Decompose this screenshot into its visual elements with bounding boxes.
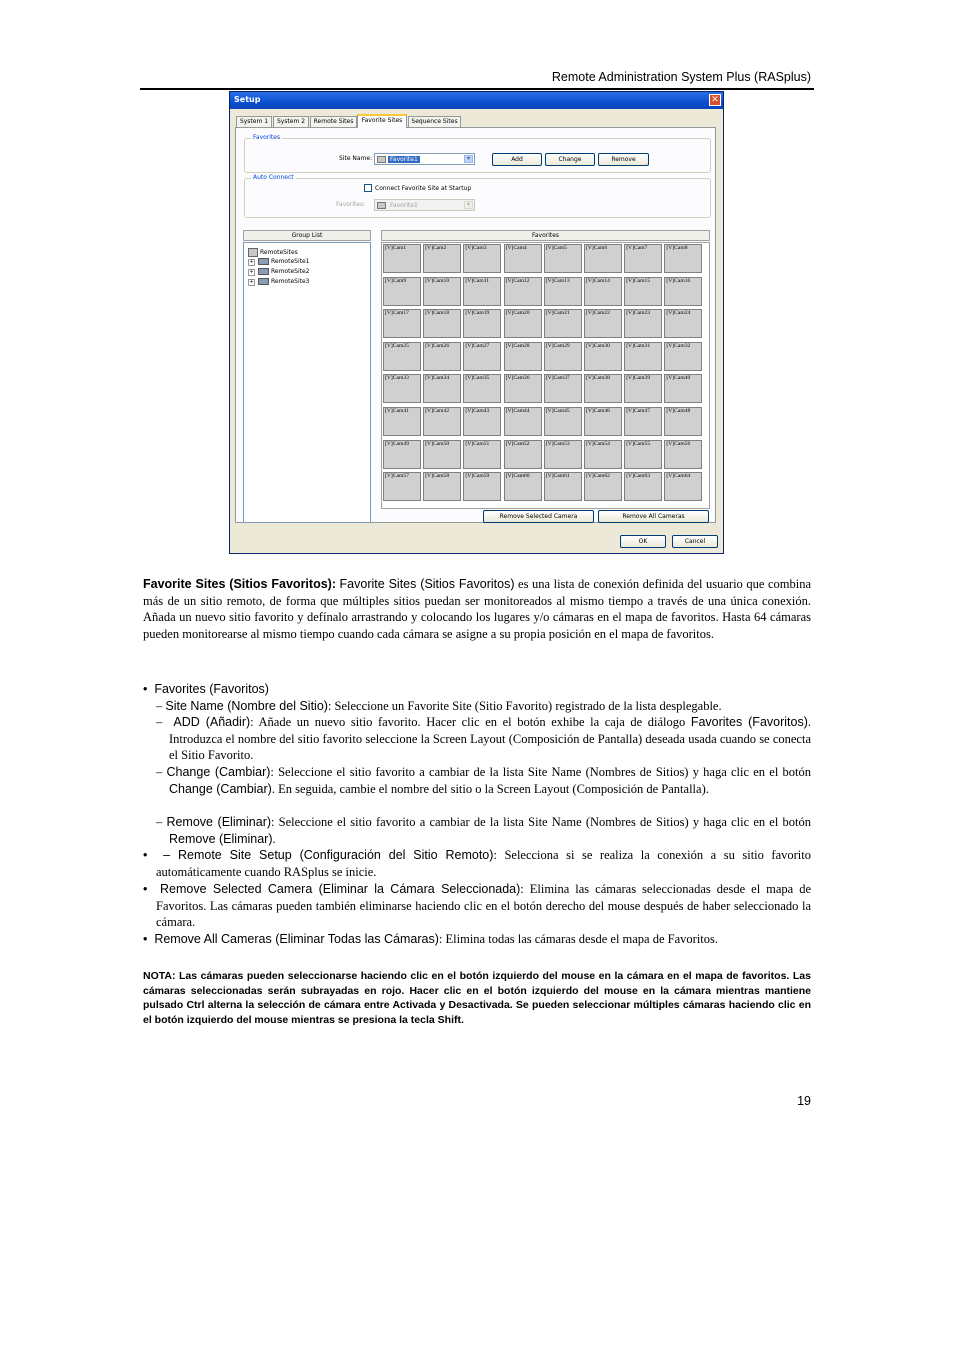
tab-favorite-sites[interactable]: Favorite Sites (357, 114, 407, 128)
camera-tile[interactable]: [V]Cam42 (423, 407, 461, 436)
camera-tile[interactable]: [V]Cam17 (383, 309, 421, 338)
intro-term-plain: Favorite Sites (Sitios Favoritos) (339, 577, 515, 591)
remove-text-1: : Seleccione el sitio favorito a cambiar de la lista Site Name (Nombres de Sitios) y haga clic en el botón (271, 815, 811, 829)
camera-tile[interactable]: [V]Cam36 (504, 374, 542, 403)
camera-tile[interactable]: [V]Cam62 (584, 472, 622, 501)
camera-tile[interactable]: [V]Cam19 (463, 309, 501, 338)
dvr-icon (258, 268, 269, 275)
camera-tile[interactable]: [V]Cam22 (584, 309, 622, 338)
camera-tile[interactable]: [V]Cam53 (544, 440, 582, 469)
camera-tile[interactable]: [V]Cam44 (504, 407, 542, 436)
camera-tile[interactable]: [V]Cam54 (584, 440, 622, 469)
camera-tile[interactable]: [V]Cam40 (664, 374, 702, 403)
close-icon[interactable]: ✕ (709, 94, 721, 106)
camera-tile[interactable]: [V]Cam63 (624, 472, 662, 501)
camera-tile[interactable]: [V]Cam59 (463, 472, 501, 501)
remove-button[interactable]: Remove (598, 153, 649, 166)
printer-icon (248, 248, 258, 257)
camera-tile[interactable]: [V]Cam34 (423, 374, 461, 403)
change-term: Change (Cambiar) (166, 765, 271, 779)
connect-at-startup-checkbox[interactable] (364, 184, 372, 192)
site-name-label: Site Name: (339, 155, 373, 162)
camera-tile[interactable]: [V]Cam51 (463, 440, 501, 469)
camera-tile[interactable]: [V]Cam30 (584, 342, 622, 371)
remove-text-2: . (272, 831, 276, 846)
camera-tile[interactable]: [V]Cam56 (664, 440, 702, 469)
camera-tile[interactable]: [V]Cam16 (664, 277, 702, 306)
camera-tile[interactable]: [V]Cam24 (664, 309, 702, 338)
camera-tile[interactable]: [V]Cam43 (463, 407, 501, 436)
remove-selected-term: Remove Selected Camera (Eliminar la Cámara Seleccionada) (160, 882, 521, 896)
auto-favorites-combo[interactable] (374, 199, 475, 211)
tree-item-remotesite2[interactable] (248, 268, 310, 276)
page-number: 19 (797, 1094, 811, 1108)
remove-term: Remove (Eliminar) (166, 815, 272, 829)
remote-setup-term: – Remote Site Setup (Configuración del Sitio Remoto) (163, 848, 494, 862)
camera-tile[interactable]: [V]Cam61 (544, 472, 582, 501)
add-text-1: : Añade un nuevo sitio favorito. Hacer clic en el botón exhibe la caja de diálogo (250, 715, 691, 729)
favorites-group (244, 134, 711, 173)
dialog-titlebar (230, 92, 723, 109)
group-list-header: Group List (243, 230, 371, 241)
camera-tile[interactable]: [V]Cam46 (584, 407, 622, 436)
tab-sequence-sites[interactable]: Sequence Sites (408, 116, 461, 127)
dialog-title: Setup (234, 95, 261, 104)
auto-favorites-label: Favorites: (336, 201, 366, 208)
expand-icon[interactable]: + (249, 269, 254, 275)
auto-connect-group (244, 174, 711, 218)
chevron-down-icon[interactable]: ▾ (464, 201, 473, 209)
camera-tile[interactable]: [V]Cam27 (463, 342, 501, 371)
tree-root[interactable] (248, 248, 298, 257)
camera-tile[interactable]: [V]Cam38 (584, 374, 622, 403)
camera-tile[interactable]: [V]Cam2 (423, 244, 461, 273)
tree-item-label: RemoteSite3 (271, 278, 310, 285)
auto-favorites-value: Favorite1 (390, 202, 418, 209)
expand-icon[interactable]: + (249, 279, 254, 285)
camera-tile[interactable]: [V]Cam15 (624, 277, 662, 306)
camera-tile[interactable]: [V]Cam21 (544, 309, 582, 338)
camera-tile[interactable]: [V]Cam49 (383, 440, 421, 469)
header-rule (140, 88, 814, 90)
bullet-favorites: • Favorites (Favoritos) (143, 682, 269, 696)
camera-tile[interactable]: [V]Cam39 (624, 374, 662, 403)
camera-tile[interactable]: [V]Cam6 (584, 244, 622, 273)
camera-tile[interactable]: [V]Cam60 (504, 472, 542, 501)
bullet-remove-all: • Remove All Cameras (Eliminar Todas las Cámaras): Elimina todas las cámaras desde el mapa de Favoritos. (143, 932, 719, 946)
camera-tile[interactable]: [V]Cam47 (624, 407, 662, 436)
camera-tile[interactable]: [V]Cam23 (624, 309, 662, 338)
bullet-favorites-label: Favorites (Favoritos) (154, 682, 269, 696)
remove-all-term: Remove All Cameras (Eliminar Todas las Cámaras) (154, 932, 439, 946)
camera-tile[interactable]: [V]Cam58 (423, 472, 461, 501)
tree-root-label: RemoteSites (260, 249, 298, 256)
add-term-2: Favorites (Favoritos) (690, 715, 808, 729)
camera-tile[interactable]: [V]Cam25 (383, 342, 421, 371)
tree-item-remotesite1[interactable] (248, 258, 310, 266)
printer-icon (377, 156, 386, 163)
bullet-remote-site-setup: • – Remote Site Setup (Configuración del Sitio Remoto): Selecciona si se realiza la conexión a su sitio favorito automáticamente cuando RASplus se inicie. (143, 848, 811, 879)
sub-site-name: – Site Name (Nombre del Sitio): Seleccione un Favorite Site (Sitio Favorito) registrado de la lista desplegable. (156, 699, 722, 713)
camera-tile[interactable]: [V]Cam13 (544, 277, 582, 306)
camera-tile[interactable]: [V]Cam12 (504, 277, 542, 306)
sub-remove: – Remove (Eliminar): Seleccione el sitio favorito a cambiar de la lista Site Name (Nombres de Sitios) y haga clic en el botón Remove (Eliminar). (156, 815, 811, 846)
change-text-1: : Seleccione el sitio favorito a cambiar de la lista Site Name (Nombres de Sitios) y haga clic en el botón (270, 765, 812, 779)
tree-item-label: RemoteSite1 (271, 258, 310, 265)
camera-tile[interactable]: [V]Cam45 (544, 407, 582, 436)
tree-item-label: RemoteSite2 (271, 268, 310, 275)
add-term: ADD (Añadir) (173, 715, 251, 729)
camera-tile[interactable]: [V]Cam10 (423, 277, 461, 306)
camera-tile[interactable]: [V]Cam18 (423, 309, 461, 338)
remove-selected-camera-button[interactable]: Remove Selected Camera (483, 510, 594, 523)
camera-tile[interactable]: [V]Cam32 (664, 342, 702, 371)
camera-tile[interactable]: [V]Cam29 (544, 342, 582, 371)
connect-at-startup-label: Connect Favorite Site at Startup (375, 185, 472, 192)
camera-tile[interactable]: [V]Cam11 (463, 277, 501, 306)
expand-icon[interactable]: + (249, 259, 254, 265)
camera-tile[interactable]: [V]Cam28 (504, 342, 542, 371)
remove-selected-text: : Elimina las cámaras seleccionadas desde el mapa de Favoritos. Las cámaras pueden también eliminarse haciendo clic en el botón derecho del mouse después de haber seleccionado la cámara. (156, 882, 811, 930)
tab-system-2[interactable]: System 2 (273, 116, 309, 127)
remote-setup-text: : Selecciona si se realiza la conexión a su sitio favorito automáticamente cuando RASplus se inicie. (156, 848, 811, 879)
camera-tile[interactable]: [V]Cam52 (504, 440, 542, 469)
add-text-2: . Introduzca el nombre del sitio favorito seleccione la Screen Layout (Composición de Pantalla) deseada usada cuando se conecta el Sitio Favorito. (169, 715, 812, 763)
favorites-group-label: Favorites (253, 134, 281, 141)
camera-tile[interactable]: [V]Cam20 (504, 309, 542, 338)
change-button[interactable]: Change (545, 153, 595, 166)
tab-remote-sites[interactable]: Remote Sites (310, 116, 357, 127)
camera-tile[interactable]: [V]Cam55 (624, 440, 662, 469)
tree-item-remotesite3[interactable] (248, 278, 310, 286)
camera-tile[interactable]: [V]Cam1 (383, 244, 421, 273)
site-name-text: : Seleccione un Favorite Site (Sitio Favorito) registrado de la lista desplegable. (327, 699, 722, 713)
camera-tile[interactable]: [V]Cam4 (504, 244, 542, 273)
remove-all-text: : Elimina todas las cámaras desde el mapa de Favoritos. (438, 932, 719, 946)
camera-tile[interactable]: [V]Cam14 (584, 277, 622, 306)
site-name-combo[interactable] (374, 153, 475, 165)
camera-tile[interactable]: [V]Cam35 (463, 374, 501, 403)
auto-connect-group-label: Auto Connect (253, 174, 294, 181)
site-name-term: Site Name (Nombre del Sitio) (165, 699, 328, 713)
chevron-down-icon[interactable]: ▾ (464, 155, 473, 163)
change-text-2: . En seguida, cambie el nombre del sitio o la Screen Layout (Composición de Pantalla). (271, 781, 709, 796)
site-name-value: Favorite1 (390, 156, 418, 163)
intro-paragraph (143, 576, 811, 642)
dvr-icon (258, 258, 269, 265)
running-header: Remote Administration System Plus (RASplus) (551, 70, 811, 84)
group-list-tree[interactable] (243, 242, 371, 523)
remove-term-2: Remove (Eliminar) (169, 831, 273, 846)
camera-tile[interactable]: [V]Cam41 (383, 407, 421, 436)
remove-all-cameras-button[interactable]: Remove All Cameras (598, 510, 709, 523)
camera-tile[interactable]: [V]Cam57 (383, 472, 421, 501)
camera-tile[interactable]: [V]Cam31 (624, 342, 662, 371)
ok-button[interactable]: OK (620, 535, 666, 548)
camera-tile[interactable]: [V]Cam26 (423, 342, 461, 371)
intro-text: es una lista de conexión definida del usuario que combina más de un sitio remoto, de forma que múltiples sitios puedan ser monitoreados al mismo tiempo a través de una única conexión. Añada un nuevo sitio favorito y defínalo arrastrando y colocando los lugares y/o cámaras en el mapa de favoritos. Hasta 64 cámaras pueden monitorearse al mismo tiempo cuando cada cámara se asigne a su propia posición en el mapa de favoritos. (143, 577, 811, 641)
bullet-remove-selected: • Remove Selected Camera (Eliminar la Cámara Seleccionada): Elimina las cámaras seleccionadas desde el mapa de Favoritos. Las cámaras pueden también eliminarse haciendo clic en el botón derecho del mouse después de haber seleccionado la cámara. (143, 882, 811, 930)
note-paragraph: NOTA: Las cámaras pueden seleccionarse haciendo clic en el botón izquierdo del mouse en la cámara en el mapa de favoritos. Las cámaras seleccionadas serán subrayadas en rojo. Hacer clic en el botón izquierdo del mouse en la cámara mientras mantiene pulsado Ctrl alterna la selección de cámara entre Activada y Desactivada. Se pueden seleccionar múltiples cámaras haciendo clic en el botón izquierdo del mouse mientras se presiona la tecla Shift. (143, 970, 811, 1026)
camera-tile[interactable]: [V]Cam9 (383, 277, 421, 306)
camera-tile[interactable]: [V]Cam48 (664, 407, 702, 436)
camera-tile[interactable]: [V]Cam64 (664, 472, 702, 501)
printer-icon (377, 202, 386, 209)
camera-tile[interactable]: [V]Cam50 (423, 440, 461, 469)
camera-tile[interactable]: [V]Cam5 (544, 244, 582, 273)
favorites-map-header: Favorites (381, 230, 710, 241)
intro-term: Favorite Sites (Sitios Favoritos): (143, 577, 336, 591)
camera-tile[interactable]: [V]Cam37 (544, 374, 582, 403)
camera-tile[interactable]: [V]Cam7 (624, 244, 662, 273)
camera-tile[interactable]: [V]Cam33 (383, 374, 421, 403)
camera-tile[interactable]: [V]Cam8 (664, 244, 702, 273)
sub-change: – Change (Cambiar): Seleccione el sitio favorito a cambiar de la lista Site Name (Nombres de Sitios) y haga clic en el botón Change (Cambiar). En seguida, cambie el nombre del sitio o la Screen Layout (Composición de Pantalla). (156, 765, 812, 796)
add-button[interactable]: Add (492, 153, 542, 166)
tab-system-1[interactable]: System 1 (236, 116, 272, 127)
sub-add: – ADD (Añadir): Añade un nuevo sitio favorito. Hacer clic en el botón exhibe la caja de diálogo Favorites (Favoritos). Introduzca el nombre del sitio favorito seleccione la Screen Layout (Composición de Pantalla) deseada usada cuando se conecta el Sitio Favorito. (156, 715, 812, 763)
camera-tile[interactable]: [V]Cam3 (463, 244, 501, 273)
cancel-button[interactable]: Cancel (672, 535, 718, 548)
dvr-icon (258, 278, 269, 285)
change-term-2: Change (Cambiar) (169, 781, 272, 796)
